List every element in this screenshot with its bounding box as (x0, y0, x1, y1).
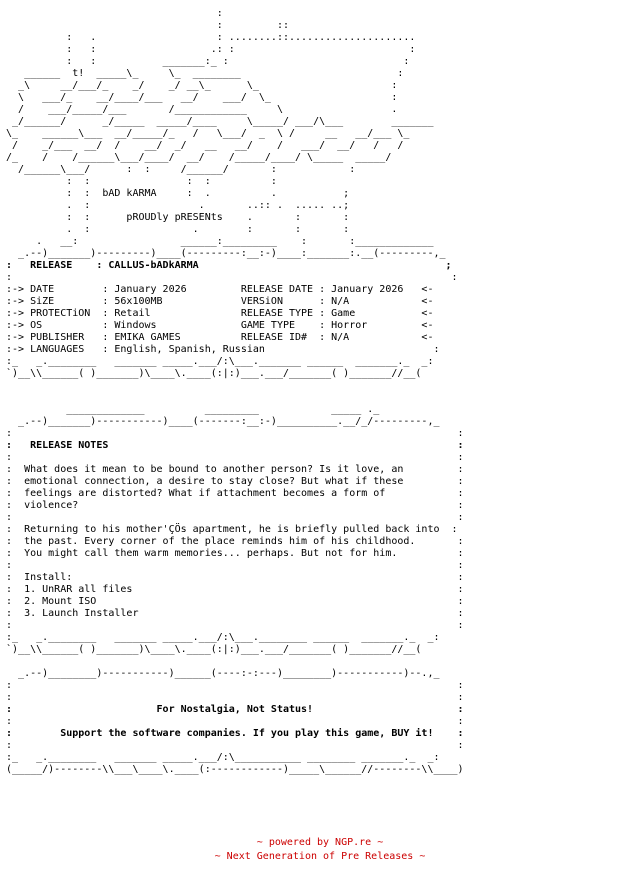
nfo-line: : : _______:_ : : (0, 56, 410, 67)
nfo-line: :-> DATE : January 2026 RELEASE DATE : January 2026 <- (0, 284, 434, 295)
powered-by-text: ~ powered by NGP.re ~ (256, 837, 384, 848)
nfo-line: `)__\\______( )_______)\____\.____(:|:)___.___/_______( )_______//__( (0, 368, 422, 379)
nfo-line: /_ / /______\___/____/ __/ /_____/____/ \_____ _____/ (0, 152, 392, 163)
nfo-line: ______ t! _____\_ \_ ________ : (0, 68, 404, 79)
nfo-line: \ ___/_ __/____/___ __/ ___/ \_ : (0, 92, 398, 103)
nfo-line: : Install: : (0, 572, 464, 583)
nfo-line (0, 380, 640, 392)
nfo-line: : 1. UnRAR all files : (0, 584, 464, 595)
nfo-line: _.--)________)-----------)______(----:-:---)________)-----------)--.,_ (0, 668, 440, 679)
nfo-line: :-> SiZE : 56x100MB VERSiON : N/A <- (0, 296, 434, 307)
nfo-line: :-> PROTECTiON : Retail RELEASE TYPE : Game <- (0, 308, 434, 319)
nfo-line: : : bAD kARMA : . . ; (0, 188, 350, 199)
nfo-line: . __: ______:_________ : :_____________ (0, 236, 434, 247)
nfo-line: : You might call them warm memories... perhaps. But not for him. : (0, 548, 464, 559)
nfo-line: :-> PUBLISHER : EMIKA GAMES RELEASE ID# : N/A <- (0, 332, 434, 343)
nfo-line: : For Nostalgia, Not Status! : (0, 704, 464, 715)
nfo-line: :_ _.________ _______ _____.___/:\___._______ ______ _______._ _: (0, 356, 434, 367)
tagline-text: ~ Next Generation of Pre Releases ~ (214, 851, 426, 862)
nfo-line: : 3. Launch Installer : (0, 608, 464, 619)
nfo-line: _/______/ _/_____ _____/____ \_____/ ___/\___ _______ (0, 116, 434, 127)
nfo-line: _.--)_______)---------)____(---------:__:-)____:_______:.__(---------,_ (0, 248, 446, 259)
nfo-line: :-> OS : Windows GAME TYPE : Horror <- (0, 320, 434, 331)
nfo-line: _\ __/___/_ _/ _/ __\_ \_ : (0, 80, 398, 91)
nfo-line: : : .: : : (0, 44, 416, 55)
nfo-line: : . : ........::..................... (0, 32, 416, 43)
nfo-line: (_____/)--------\\___\____\.____(:------------)_____\______//--------\\____) (0, 764, 464, 775)
nfo-line: : emotional connection, a desire to stay close? But what if these : (0, 476, 464, 487)
footer (0, 836, 640, 864)
nfo-line (0, 656, 640, 668)
nfo-line: : 2. Mount ISO : (0, 596, 464, 607)
nfo-line: : : (0, 512, 464, 523)
nfo-line (0, 392, 640, 404)
nfo-line: : RELEASE NOTES : (0, 440, 464, 451)
nfo-line: : : (0, 272, 458, 283)
nfo-line: _.--)_______)-----------)____(-------:__:-)__________.__/_/---------,_ (0, 416, 440, 427)
nfo-line: `)__\\______( )_______)\____\.____(:|:)___.___/_______( )_______//__( (0, 644, 422, 655)
nfo-line: : : (0, 428, 464, 439)
nfo-line: : : (0, 620, 464, 631)
nfo-line: : : (0, 452, 464, 463)
nfo-line: : : (0, 740, 464, 751)
nfo-line: /______\___/ : : /______/ : : (0, 164, 356, 175)
nfo-line: : : (0, 560, 464, 571)
nfo-line: : : : : : (0, 176, 277, 187)
nfo-line: : : pROUDly pRESENts . : : (0, 212, 350, 223)
nfo-line: . : . ..:: . ..... ..; (0, 200, 350, 211)
nfo-line: . : . : : : (0, 224, 350, 235)
nfo-line: : feelings are distorted? What if attachment becomes a form of : (0, 488, 464, 499)
nfo-line: : violence? : (0, 500, 464, 511)
nfo-line: :_ _.________ _______ _____.___/:\___________ ________ _______._ _: (0, 752, 440, 763)
nfo-line: \_ ______\___ __/_____/_ / \___/ _ \ / __ __/___ \_ (0, 128, 410, 139)
nfo-line: : What does it mean to be bound to another person? Is it love, an : (0, 464, 464, 475)
nfo-line: : (0, 8, 223, 19)
nfo-line: :_ _.________ _______ _____.___/:\___.________ ______ _______._ _: (0, 632, 440, 643)
nfo-line: :-> LANGUAGES : English, Spanish, Russian : (0, 344, 440, 355)
nfo-line: : : (0, 680, 464, 691)
nfo-line: / ___/_____/___ /____________ \ . (0, 104, 398, 115)
nfo-line: _____________ _________ _____ ._ (0, 404, 380, 415)
nfo-line: : : (0, 692, 464, 703)
nfo-line: : RELEASE : CALLUS-bADkARMA ; (0, 260, 452, 271)
nfo-line: : : (0, 716, 464, 727)
nfo-line: : Support the software companies. If you play this game, BUY it! : (0, 728, 464, 739)
nfo-line: / _/___ __/ / __/ _/ __ __/ / ___/ __/ / / (0, 140, 404, 151)
nfo-line: : the past. Every corner of the place reminds him of his childhood. : (0, 536, 464, 547)
nfo-line: : :: (0, 20, 289, 31)
nfo-text-block (0, 8, 640, 832)
nfo-line: : Returning to his mother'ÇÖs apartment, he is briefly pulled back into : (0, 524, 458, 535)
